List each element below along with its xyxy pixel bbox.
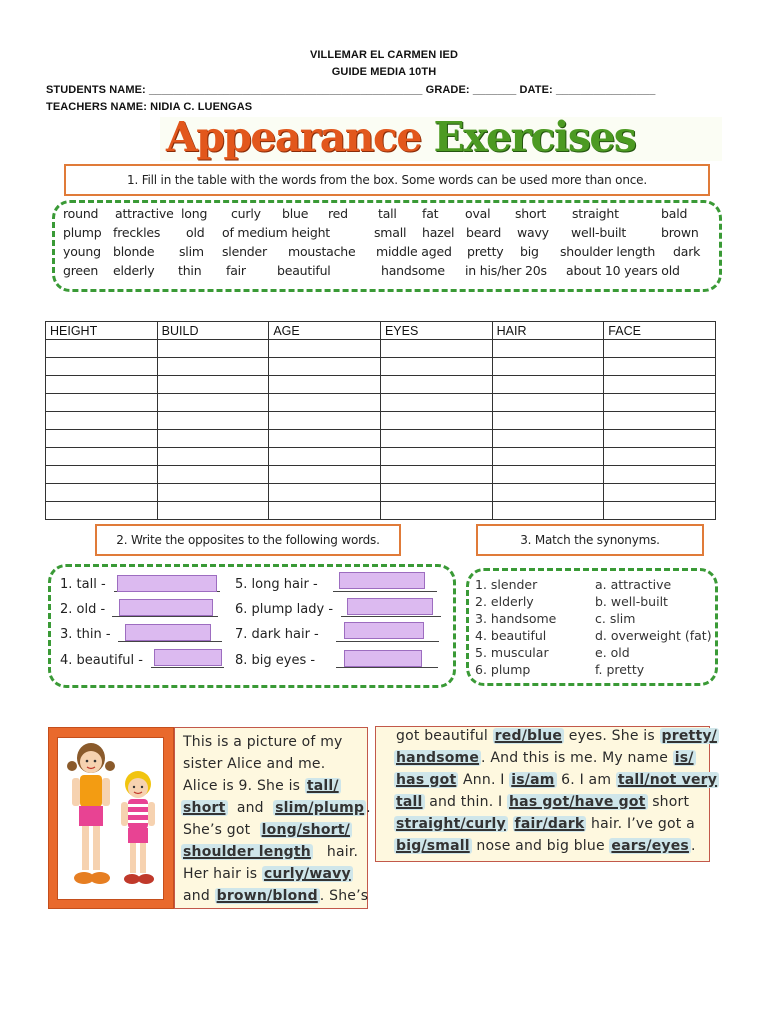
table-row — [46, 340, 716, 358]
word-item: plump — [63, 225, 102, 240]
opposite-item: 5. long hair - — [235, 577, 318, 592]
reading-line — [396, 728, 719, 744]
table-cell[interactable] — [380, 466, 492, 484]
reading-text: Alice is 9. She is — [183, 778, 301, 794]
word-item: young — [63, 244, 101, 259]
table-cell[interactable] — [380, 394, 492, 412]
table-cell[interactable] — [269, 412, 381, 430]
reading-text: and thin. I — [429, 794, 503, 810]
reading-text: sister Alice and me. — [183, 756, 326, 772]
table-cell[interactable] — [46, 430, 158, 448]
table-row — [46, 412, 716, 430]
table-cell[interactable] — [492, 448, 604, 466]
reading-text: hair. I’ve got a — [591, 816, 695, 832]
word-item: elderly — [113, 263, 155, 278]
table-cell[interactable] — [157, 484, 269, 502]
word-item: in his/her 20s — [465, 263, 547, 278]
choice-option[interactable]: ears/eyes — [611, 838, 689, 854]
table-cell[interactable] — [380, 502, 492, 520]
reading-line — [394, 794, 689, 810]
word-item: pretty — [467, 244, 504, 259]
reading-line: short and slim/plump . — [183, 800, 371, 816]
synonym-right-item: c. slim — [595, 611, 636, 626]
answer-field[interactable] — [344, 622, 424, 639]
answer-field[interactable] — [347, 598, 433, 615]
word-item: slim — [179, 244, 204, 259]
word-item: beautiful — [277, 263, 331, 278]
word-item: brown — [661, 225, 699, 240]
choice-option[interactable]: short — [183, 800, 226, 816]
reading-line — [183, 756, 325, 772]
opposite-item: 8. big eyes - — [235, 653, 316, 668]
column-header-age: AGE — [269, 322, 381, 340]
word-item: fair — [226, 263, 246, 278]
synonym-right-item: a. attractive — [595, 577, 672, 592]
synonym-left-item: 5. muscular — [475, 645, 549, 660]
answer-field[interactable] — [125, 624, 211, 641]
table-cell[interactable] — [269, 340, 381, 358]
reading-line — [183, 866, 353, 882]
word-item: about 10 years old — [566, 263, 680, 278]
table-row — [46, 466, 716, 484]
word-item: well-built — [571, 225, 627, 240]
choice-option[interactable]: is/ — [674, 750, 694, 766]
word-item: wavy — [517, 225, 549, 240]
reading-text: nose and big blue — [476, 838, 605, 854]
synonym-left-item: 1. slender — [475, 577, 538, 592]
synonym-right-item: e. old — [595, 645, 630, 660]
table-cell[interactable] — [604, 430, 716, 448]
reading-line — [181, 844, 358, 860]
table-cell[interactable] — [492, 340, 604, 358]
exercise-3-instruction — [476, 524, 704, 556]
table-cell[interactable] — [269, 394, 381, 412]
reading-text: She’s got — [183, 822, 251, 838]
word-item: short — [515, 206, 547, 221]
reading-text: hair. — [326, 844, 359, 860]
reading-text: Her hair is — [183, 866, 258, 882]
word-item: moustache — [288, 244, 356, 259]
choice-option[interactable]: pretty/ — [661, 728, 717, 744]
column-header-hair: HAIR — [492, 322, 604, 340]
table-cell[interactable] — [269, 484, 381, 502]
word-item: red — [328, 206, 348, 221]
choice-option[interactable]: tall/ — [306, 778, 339, 794]
table-cell[interactable] — [46, 484, 158, 502]
table-cell[interactable] — [269, 358, 381, 376]
table-row — [46, 358, 716, 376]
word-item: blonde — [113, 244, 155, 259]
table-cell[interactable] — [269, 502, 381, 520]
table-cell[interactable] — [46, 376, 158, 394]
table-cell[interactable] — [492, 484, 604, 502]
word-item: beard — [466, 225, 502, 240]
word-item: middle aged — [376, 244, 452, 259]
table-cell[interactable] — [380, 484, 492, 502]
choice-option[interactable]: long/short/ — [261, 822, 350, 838]
word-item: dark — [673, 244, 701, 259]
answer-line — [118, 641, 222, 642]
guide-title: GUIDE MEDIA 10TH — [331, 66, 437, 78]
table-cell[interactable] — [46, 394, 158, 412]
table-cell[interactable] — [604, 466, 716, 484]
school-name: VILLEMAR EL CARMEN IED — [309, 49, 459, 61]
exercise-3-text: 3. Match the synonyms. — [520, 533, 660, 547]
word-item: thin — [178, 263, 202, 278]
table-cell[interactable] — [46, 358, 158, 376]
table-cell[interactable] — [46, 448, 158, 466]
word-item: tall — [378, 206, 397, 221]
reading-text: and — [183, 888, 210, 904]
girls-drawing — [58, 738, 165, 901]
answer-field[interactable] — [344, 650, 422, 667]
table-cell[interactable] — [604, 484, 716, 502]
table-cell[interactable] — [492, 376, 604, 394]
answer-line — [341, 616, 441, 617]
table-cell[interactable] — [46, 466, 158, 484]
table-cell[interactable] — [492, 466, 604, 484]
reading-text: Ann. I — [463, 772, 505, 788]
table-cell[interactable] — [46, 340, 158, 358]
column-header-height: HEIGHT — [46, 322, 158, 340]
table-cell[interactable] — [269, 466, 381, 484]
table-cell[interactable] — [604, 340, 716, 358]
reading-text: short — [652, 794, 690, 810]
word-item: curly — [231, 206, 261, 221]
reading-text: This is a picture of my — [183, 734, 343, 750]
table-cell[interactable] — [269, 430, 381, 448]
synonym-left-item: 4. beautiful — [475, 628, 547, 643]
reading-line — [394, 838, 696, 854]
reading-text: . And this is me. My name — [481, 750, 669, 766]
table-cell[interactable] — [157, 430, 269, 448]
table-cell[interactable] — [157, 340, 269, 358]
choice-option[interactable]: red/blue — [494, 728, 563, 744]
opposite-item: 4. beautiful - — [60, 653, 143, 668]
answer-field[interactable] — [119, 599, 213, 616]
table-cell[interactable] — [157, 358, 269, 376]
table-cell[interactable] — [46, 412, 158, 430]
reading-text: . — [690, 838, 696, 854]
word-item: round — [63, 206, 99, 221]
answer-line — [151, 667, 224, 668]
choice-option[interactable]: curly/wavy — [263, 866, 351, 882]
column-header-face: FACE — [604, 322, 716, 340]
table-row — [46, 448, 716, 466]
choice-option[interactable]: shoulder length — [183, 844, 311, 860]
word-item: hazel — [422, 225, 455, 240]
word-item: shoulder length — [560, 244, 656, 259]
word-item: of medium height — [222, 225, 331, 240]
opposite-item: 1. tall - — [60, 577, 106, 592]
answer-line — [336, 667, 438, 668]
choice-option[interactable]: tall/not very — [617, 772, 718, 788]
word-item: straight — [572, 206, 619, 221]
synonym-left-item: 6. plump — [475, 662, 531, 677]
table-cell[interactable] — [157, 502, 269, 520]
table-cell[interactable] — [157, 394, 269, 412]
table-cell[interactable] — [269, 448, 381, 466]
table-cell[interactable] — [492, 394, 604, 412]
title-word-appearance: Appearance — [166, 113, 421, 161]
opposite-item: 3. thin - — [60, 627, 111, 642]
word-item: old — [186, 225, 205, 240]
table-cell[interactable] — [157, 412, 269, 430]
reading-line — [183, 778, 341, 794]
reading-text: 6. I am — [561, 772, 612, 788]
table-cell[interactable] — [604, 376, 716, 394]
table-cell[interactable] — [380, 448, 492, 466]
table-cell[interactable] — [157, 376, 269, 394]
choice-option[interactable]: fair/dark — [514, 816, 585, 832]
choice-option[interactable]: handsome — [396, 750, 480, 766]
answer-field[interactable] — [339, 572, 425, 589]
synonym-left-item: 2. elderly — [475, 594, 534, 609]
answer-field[interactable] — [117, 575, 217, 592]
category-table — [45, 321, 716, 520]
synonym-right-item: d. overweight (fat) — [595, 628, 712, 643]
word-item: attractive — [115, 206, 174, 221]
reading-text: and — [236, 800, 264, 816]
table-row — [46, 484, 716, 502]
choice-option[interactable]: straight/curly — [396, 816, 506, 832]
choice-option[interactable]: big/small — [396, 838, 470, 854]
table-row — [46, 502, 716, 520]
word-item: oval — [465, 206, 491, 221]
table-cell[interactable] — [46, 502, 158, 520]
table-cell[interactable] — [492, 502, 604, 520]
choice-option[interactable]: tall — [396, 794, 423, 810]
table-cell[interactable] — [604, 502, 716, 520]
table-cell[interactable] — [380, 430, 492, 448]
table-cell[interactable] — [380, 358, 492, 376]
reading-line — [183, 734, 343, 750]
synonym-right-item: f. pretty — [595, 662, 645, 677]
table-cell[interactable] — [492, 412, 604, 430]
word-item: bald — [661, 206, 688, 221]
reading-line: and brown/blond . She’s — [183, 888, 369, 904]
word-item: green — [63, 263, 99, 278]
table-cell[interactable] — [380, 340, 492, 358]
column-header-build: BUILD — [157, 322, 269, 340]
opposite-item: 2. old - — [60, 602, 106, 617]
word-item: slender — [222, 244, 267, 259]
table-cell[interactable] — [269, 376, 381, 394]
word-item: freckles — [113, 225, 161, 240]
reading-text: eyes. She is — [568, 728, 655, 744]
word-item: long — [181, 206, 208, 221]
table-row — [46, 430, 716, 448]
opposite-item: 7. dark hair - — [235, 627, 319, 642]
synonym-left-item: 3. handsome — [475, 611, 557, 626]
table-cell[interactable] — [604, 412, 716, 430]
exercise-2-text: 2. Write the opposites to the following words. — [116, 533, 380, 547]
table-cell[interactable] — [380, 412, 492, 430]
choice-option[interactable]: has got/have got — [509, 794, 646, 810]
word-item: big — [520, 244, 539, 259]
table-row — [46, 394, 716, 412]
answer-line — [336, 641, 439, 642]
exercise-2-instruction — [95, 524, 401, 556]
choice-option[interactable]: is/am — [511, 772, 555, 788]
exercise-1-text: 1. Fill in the table with the words from the box. Some words can be used more than once. — [127, 173, 647, 187]
word-item: small — [374, 225, 407, 240]
table-cell[interactable] — [492, 430, 604, 448]
table-row — [46, 376, 716, 394]
reading-text: got beautiful — [396, 728, 489, 744]
table-cell[interactable] — [157, 448, 269, 466]
table-cell[interactable] — [380, 376, 492, 394]
word-item: fat — [422, 206, 439, 221]
answer-line — [333, 591, 437, 592]
reading-line — [394, 750, 696, 766]
reading-line — [394, 816, 695, 832]
table-cell[interactable] — [157, 466, 269, 484]
synonym-right-item: b. well-built — [595, 594, 668, 609]
title-word-exercises: Exercises — [433, 113, 636, 161]
word-item: blue — [282, 206, 309, 221]
student-info-line: STUDENTS NAME: ____________________________________________ GRADE: _______ DATE: ________________ — [46, 84, 656, 96]
teacher-name: TEACHERS NAME: NIDIA C. LUENGAS — [46, 101, 253, 113]
choice-option[interactable]: brown/blond — [216, 888, 318, 904]
table-cell[interactable] — [604, 394, 716, 412]
reading-text: She’s — [329, 888, 369, 904]
girls-illustration — [57, 737, 164, 900]
opposite-item: 6. plump lady - — [235, 602, 334, 617]
table-cell[interactable] — [604, 358, 716, 376]
column-header-eyes: EYES — [380, 322, 492, 340]
word-item: handsome — [381, 263, 445, 278]
table-cell[interactable] — [492, 358, 604, 376]
choice-option[interactable]: has got — [396, 772, 457, 788]
choice-option[interactable]: slim/plump — [275, 800, 365, 816]
table-header-row — [46, 322, 716, 340]
reading-line — [183, 822, 352, 838]
worksheet-title — [166, 114, 635, 160]
reading-line — [394, 772, 719, 788]
exercise-1-instruction — [64, 164, 710, 196]
table-cell[interactable] — [604, 448, 716, 466]
answer-field[interactable] — [154, 649, 222, 666]
answer-line — [112, 616, 218, 617]
